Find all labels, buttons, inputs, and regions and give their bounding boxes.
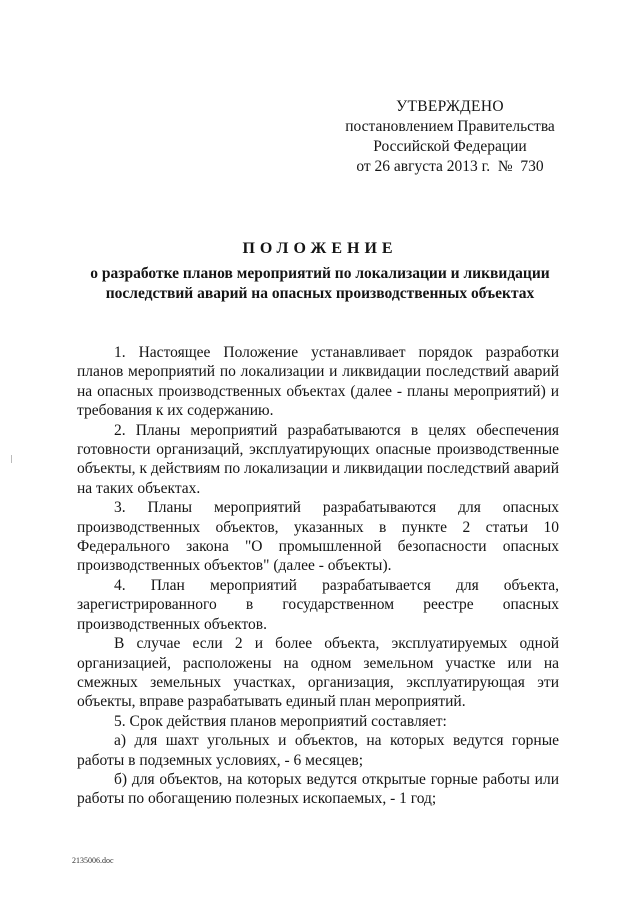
paragraph-2: 2. Планы мероприятий разрабатываются в целях обеспечения готовности организаций, эксплуатирующих опасные производственные объекты, к действиям по локализации и ликвидации последствий аварий на таких объектах. — [77, 421, 559, 497]
approval-line-1: постановлением Правительства — [345, 118, 555, 135]
paragraph-3: 3. Планы мероприятий разрабатываются для опасных производственных объектов, указанных в пункте 2 статьи 10 Федерального закона "О промышленной безопасности опасных производственных объектов" (далее - объекты). — [77, 499, 559, 575]
margin-mark — [11, 455, 12, 463]
approval-block — [330, 97, 570, 177]
document-body — [77, 343, 559, 809]
paragraph-5: 5. Срок действия планов мероприятий составляет: — [114, 712, 447, 730]
document-title: ПОЛОЖЕНИЕ — [242, 240, 398, 257]
paragraph-1: 1. Настоящее Положение устанавливает порядок разработки планов мероприятий по локализации и ликвидации последствий аварий на опасных производственных объектах (далее - планы мероприятий) и требования к их содержанию. — [77, 344, 559, 420]
footer-filename: 2135006.doc — [72, 856, 114, 865]
approval-line-3: от 26 августа 2013 г. № 730 — [356, 158, 544, 175]
paragraph-4: 4. План мероприятий разрабатывается для объекта, зарегистрированного в государственном реестре опасных производственных объектов. — [77, 576, 559, 633]
paragraph-5a: а) для шахт угольных и объектов, на которых ведутся горные работы в подземных условиях, - 6 месяцев; — [77, 732, 559, 769]
subtitle-line-1: о разработке планов мероприятий по локализации и ликвидации — [90, 265, 550, 282]
paragraph-4-continued: В случае если 2 и более объекта, эксплуатируемых одной организацией, расположены на одном земельном участке или на смежных земельных участках, организация, эксплуатирующая эти объекты, вправе разрабатывать единый план мероприятий. — [77, 635, 559, 711]
approval-line-2: Российской Федерации — [373, 138, 527, 155]
document-subtitle — [70, 264, 570, 304]
subtitle-line-2: последствий аварий на опасных производственных объектах — [105, 285, 535, 302]
paragraph-5b: б) для объектов, на которых ведутся открытые горные работы или работы по обогащению полезных ископаемых, - 1 год; — [77, 770, 559, 808]
approval-stamp: УТВЕРЖДЕНО — [396, 98, 504, 115]
